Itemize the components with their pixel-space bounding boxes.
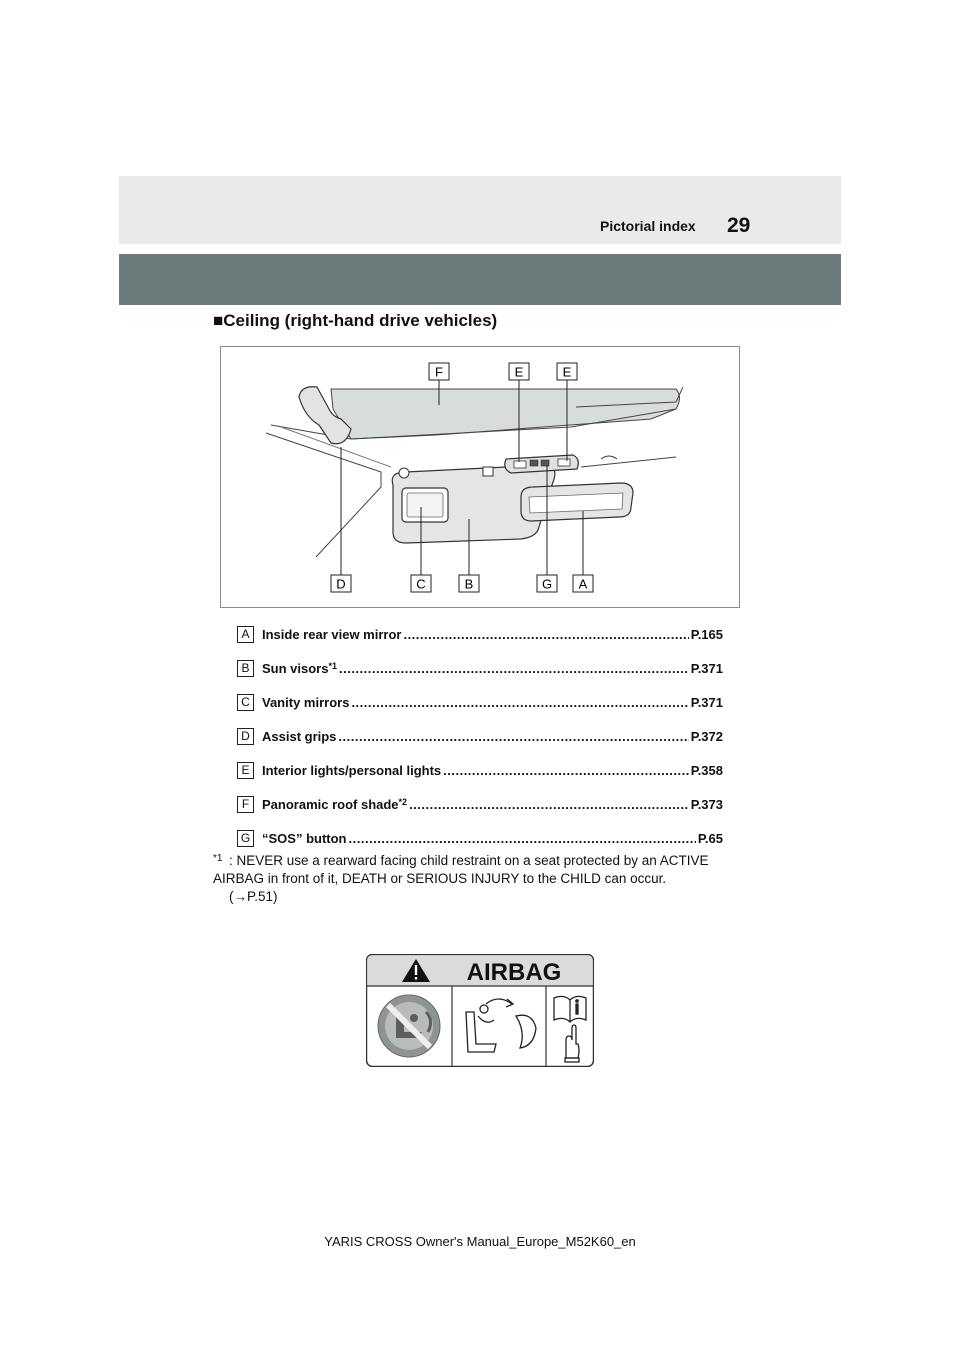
section-title	[213, 311, 497, 331]
footnote-text: : NEVER use a rearward facing child restraint on a seat protected by an ACTIVE AIRBAG in front of it, DEATH or SERIOUS INJURY to the CHILD can occur.	[213, 853, 709, 886]
item-label: Interior lights/personal lights	[262, 762, 442, 778]
section-title-text: Ceiling (right-hand drive vehicles)	[223, 311, 498, 330]
item-page-link[interactable]: P.371	[690, 694, 723, 710]
callout-bottom-4	[573, 575, 593, 592]
ceiling-illustration	[220, 346, 740, 608]
header-divider-bar	[119, 254, 841, 305]
svg-text:E: E	[562, 364, 572, 380]
item-letter: C	[237, 694, 254, 711]
item-page-link[interactable]: P.373	[690, 796, 723, 812]
section-marker: ■	[213, 311, 224, 330]
list-item	[237, 821, 723, 855]
footnote	[213, 852, 743, 906]
page-number: 29	[727, 214, 751, 237]
svg-text:D: D	[336, 576, 346, 592]
sos-button	[530, 460, 538, 466]
item-label: Vanity mirrors	[262, 694, 350, 710]
svg-text:A: A	[578, 576, 588, 592]
svg-text:B: B	[464, 576, 474, 592]
item-label: Inside rear view mirror	[262, 626, 402, 642]
footnote-mark: *1	[213, 853, 223, 864]
list-item	[237, 651, 723, 685]
item-footnote-mark: *2	[398, 796, 408, 807]
list-item	[237, 719, 723, 753]
item-page-link[interactable]: P.372	[690, 728, 723, 744]
item-letter: E	[237, 762, 254, 779]
item-letter: G	[237, 830, 254, 847]
headliner-right-edge	[581, 457, 676, 467]
callout-top-1	[509, 363, 529, 380]
roof-shade-panel	[331, 389, 680, 439]
callout-bottom-3	[537, 575, 557, 592]
footnote-reference[interactable]: (→P.51)	[229, 889, 278, 904]
list-item	[237, 787, 723, 821]
item-letter: F	[237, 796, 254, 813]
item-letter: D	[237, 728, 254, 745]
item-label: Sun visors	[262, 660, 329, 676]
item-label: Assist grips	[262, 728, 337, 744]
callout-bottom-0	[331, 575, 351, 592]
svg-text:E: E	[514, 364, 524, 380]
callout-bottom-2	[459, 575, 479, 592]
ceiling-drawing	[221, 347, 739, 607]
item-page-link[interactable]: P.65	[697, 830, 723, 846]
item-label: “SOS” button	[262, 830, 347, 846]
item-footnote-mark: *1	[328, 660, 337, 671]
pillar-left	[266, 433, 381, 557]
list-item	[237, 685, 723, 719]
svg-text:C: C	[416, 576, 426, 592]
list-item	[237, 753, 723, 787]
interior-light-left	[514, 461, 526, 468]
airbag-title: AIRBAG	[466, 959, 562, 986]
no-rear-facing-child-seat-icon	[378, 995, 440, 1057]
item-letter: A	[237, 626, 254, 643]
item-page-link[interactable]: P.358	[690, 762, 723, 778]
callout-top-0	[429, 363, 449, 380]
svg-text:F: F	[435, 364, 443, 380]
item-page-link[interactable]: P.371	[690, 660, 723, 676]
interior-light-right	[558, 459, 570, 466]
callout-bottom-1	[411, 575, 431, 592]
header-section-title: Pictorial index	[600, 218, 696, 234]
airbag-warning-label	[366, 954, 594, 1067]
footer-document-id: YARIS CROSS Owner's Manual_Europe_M52K60_en	[324, 1234, 636, 1249]
svg-text:G: G	[541, 576, 553, 592]
component-list	[237, 617, 723, 855]
item-label: Panoramic roof shade	[262, 796, 399, 812]
item-page-link[interactable]: P.165	[690, 626, 723, 642]
item-letter: B	[237, 660, 254, 677]
callout-top-2	[557, 363, 577, 380]
airbag-label-graphic	[366, 954, 594, 1067]
list-item	[237, 617, 723, 651]
